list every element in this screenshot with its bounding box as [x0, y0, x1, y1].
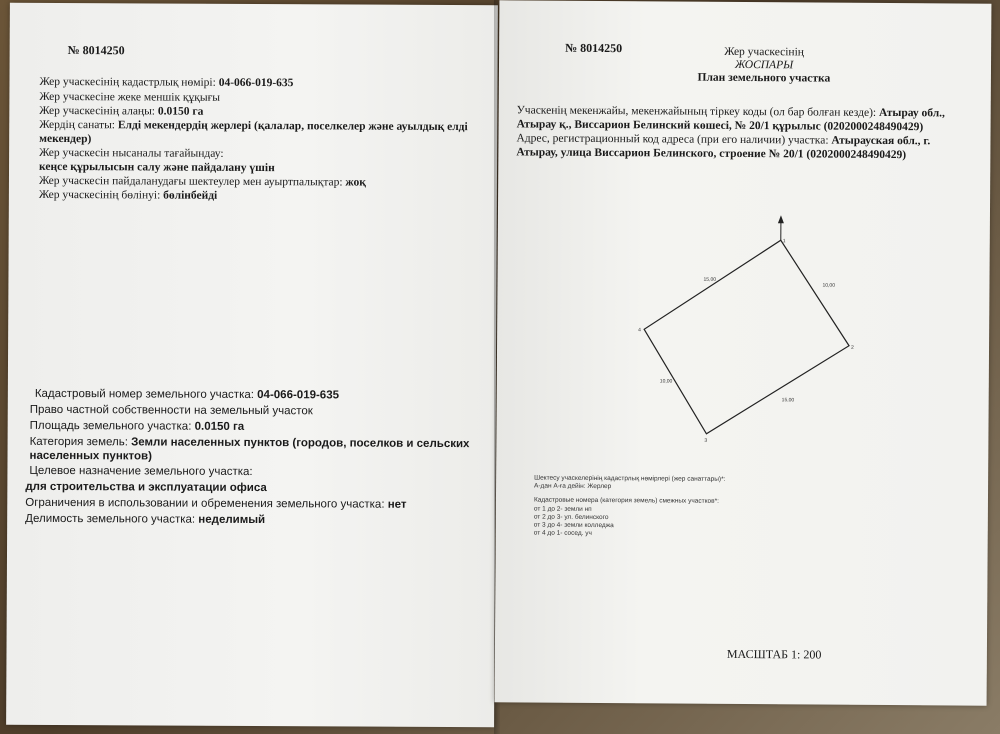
land-plot-plan [626, 211, 868, 453]
doc-number-left: № 8014250 [67, 43, 125, 58]
neighbors-ru-line: от 4 до 1- сосед. уч [533, 529, 592, 537]
kz-category-row: Жердің санаты: Елді мекендердің жерлері (қалалар, поселкелер және ауылдық елді [39, 118, 468, 134]
side-label-1: 15,00 [703, 276, 717, 283]
kz-cadastral-row: Жер учаскесінің кадастрлық нөмірі: 04-066-019-635 [39, 75, 294, 90]
kz-category-row-cont: мекендер) [39, 132, 92, 146]
ru-category-row: Категория земель: Земли населенных пунктов (городов, поселков и сельских [29, 435, 470, 451]
left-page [6, 3, 498, 728]
ru-area-row: Площадь земельного участка: 0.0150 га [29, 419, 245, 433]
plot-boundary [643, 239, 849, 434]
kz-restrictions-row: Жер учаскесін пайдаланудағы шектеулер мен ауыртпалықтар: жоқ [38, 174, 366, 189]
ru-restrictions-row: Ограничения в использовании и обременения земельного участка: нет [25, 496, 407, 511]
vertex-label-3: 3 [704, 437, 708, 444]
ru-divisibility-row: Делимость земельного участка: неделимый [25, 512, 266, 527]
kz-purpose-value: кеңсе құрылысын салу және пайдалану үшін [39, 160, 275, 175]
address-kz-cont: Атырау қ., Виссарион Белинский көшесі, № 20/1 құрылыс (0202000248490429) [516, 118, 924, 134]
ru-cadastral-row: Кадастровый номер земельного участка: 04-066-019-635 [34, 387, 340, 402]
ru-purpose-label: Целевое назначение земельного участка: [29, 464, 253, 479]
side-label-3: 15,00 [781, 397, 795, 404]
vertex-label-1: 1 [782, 238, 786, 245]
ru-right-row: Право частной собственности на земельный участок [29, 403, 313, 418]
ru-purpose-value: для строительства и эксплуатации офиса [25, 480, 267, 495]
kz-divisibility-row: Жер учаскесінің бөлінуі: бөлінбейді [38, 188, 218, 202]
neighbors-kz-title: Шектесу учаскелерінің кадастрлық нөмірлері (жер санаттары)*: [534, 474, 726, 483]
kz-area-row: Жер учаскесінің алаңы: 0.0150 га [39, 104, 204, 118]
vertex-label-4: 4 [638, 327, 641, 334]
title-kz-2: ЖОСПАРЫ [734, 58, 794, 72]
right-page [495, 0, 992, 705]
address-ru-row: Адрес, регистрационный код адреса (при его наличии) участка: Атырауская обл., г. [516, 132, 931, 148]
address-ru-cont: Атырау, улица Виссарион Белинского, строение № 20/1 (0202000248490429) [516, 146, 907, 162]
neighbors-ru-line: от 2 до 3- ул. белинского [533, 513, 609, 522]
neighbors-kz-line: А-дан А-ға дейін: Жерлер [534, 482, 612, 491]
title-ru: План земельного участка [697, 71, 831, 85]
kz-right-row: Жер учаскесіне жеке меншік құқығы [39, 90, 221, 104]
title-kz-1: Жер учаскесінің [724, 45, 804, 59]
neighbors-ru-line: от 3 до 4- земли колледжа [533, 521, 614, 530]
kz-purpose-label: Жер учаскесін нысаналы тағайындау: [39, 146, 224, 160]
doc-number-right: № 8014250 [565, 40, 623, 56]
ru-category-row-cont: населенных пунктов) [29, 449, 152, 463]
address-kz-row: Учаскенің мекенжайы, мекенжайының тіркеу коды (ол бар болған кезде): Атырау обл., [516, 104, 946, 120]
scale-label: МАСШТАБ 1: 200 [726, 646, 822, 662]
side-label-2: 10,00 [822, 282, 836, 289]
north-arrow-icon [778, 215, 784, 240]
vertex-label-2: 2 [851, 344, 854, 351]
neighbors-ru-line: от 1 до 2- земли нп [533, 505, 592, 513]
side-label-4: 10,00 [659, 378, 673, 385]
neighbors-ru-title: Кадастровые номера (категория земель) смежных участков*: [533, 496, 719, 505]
